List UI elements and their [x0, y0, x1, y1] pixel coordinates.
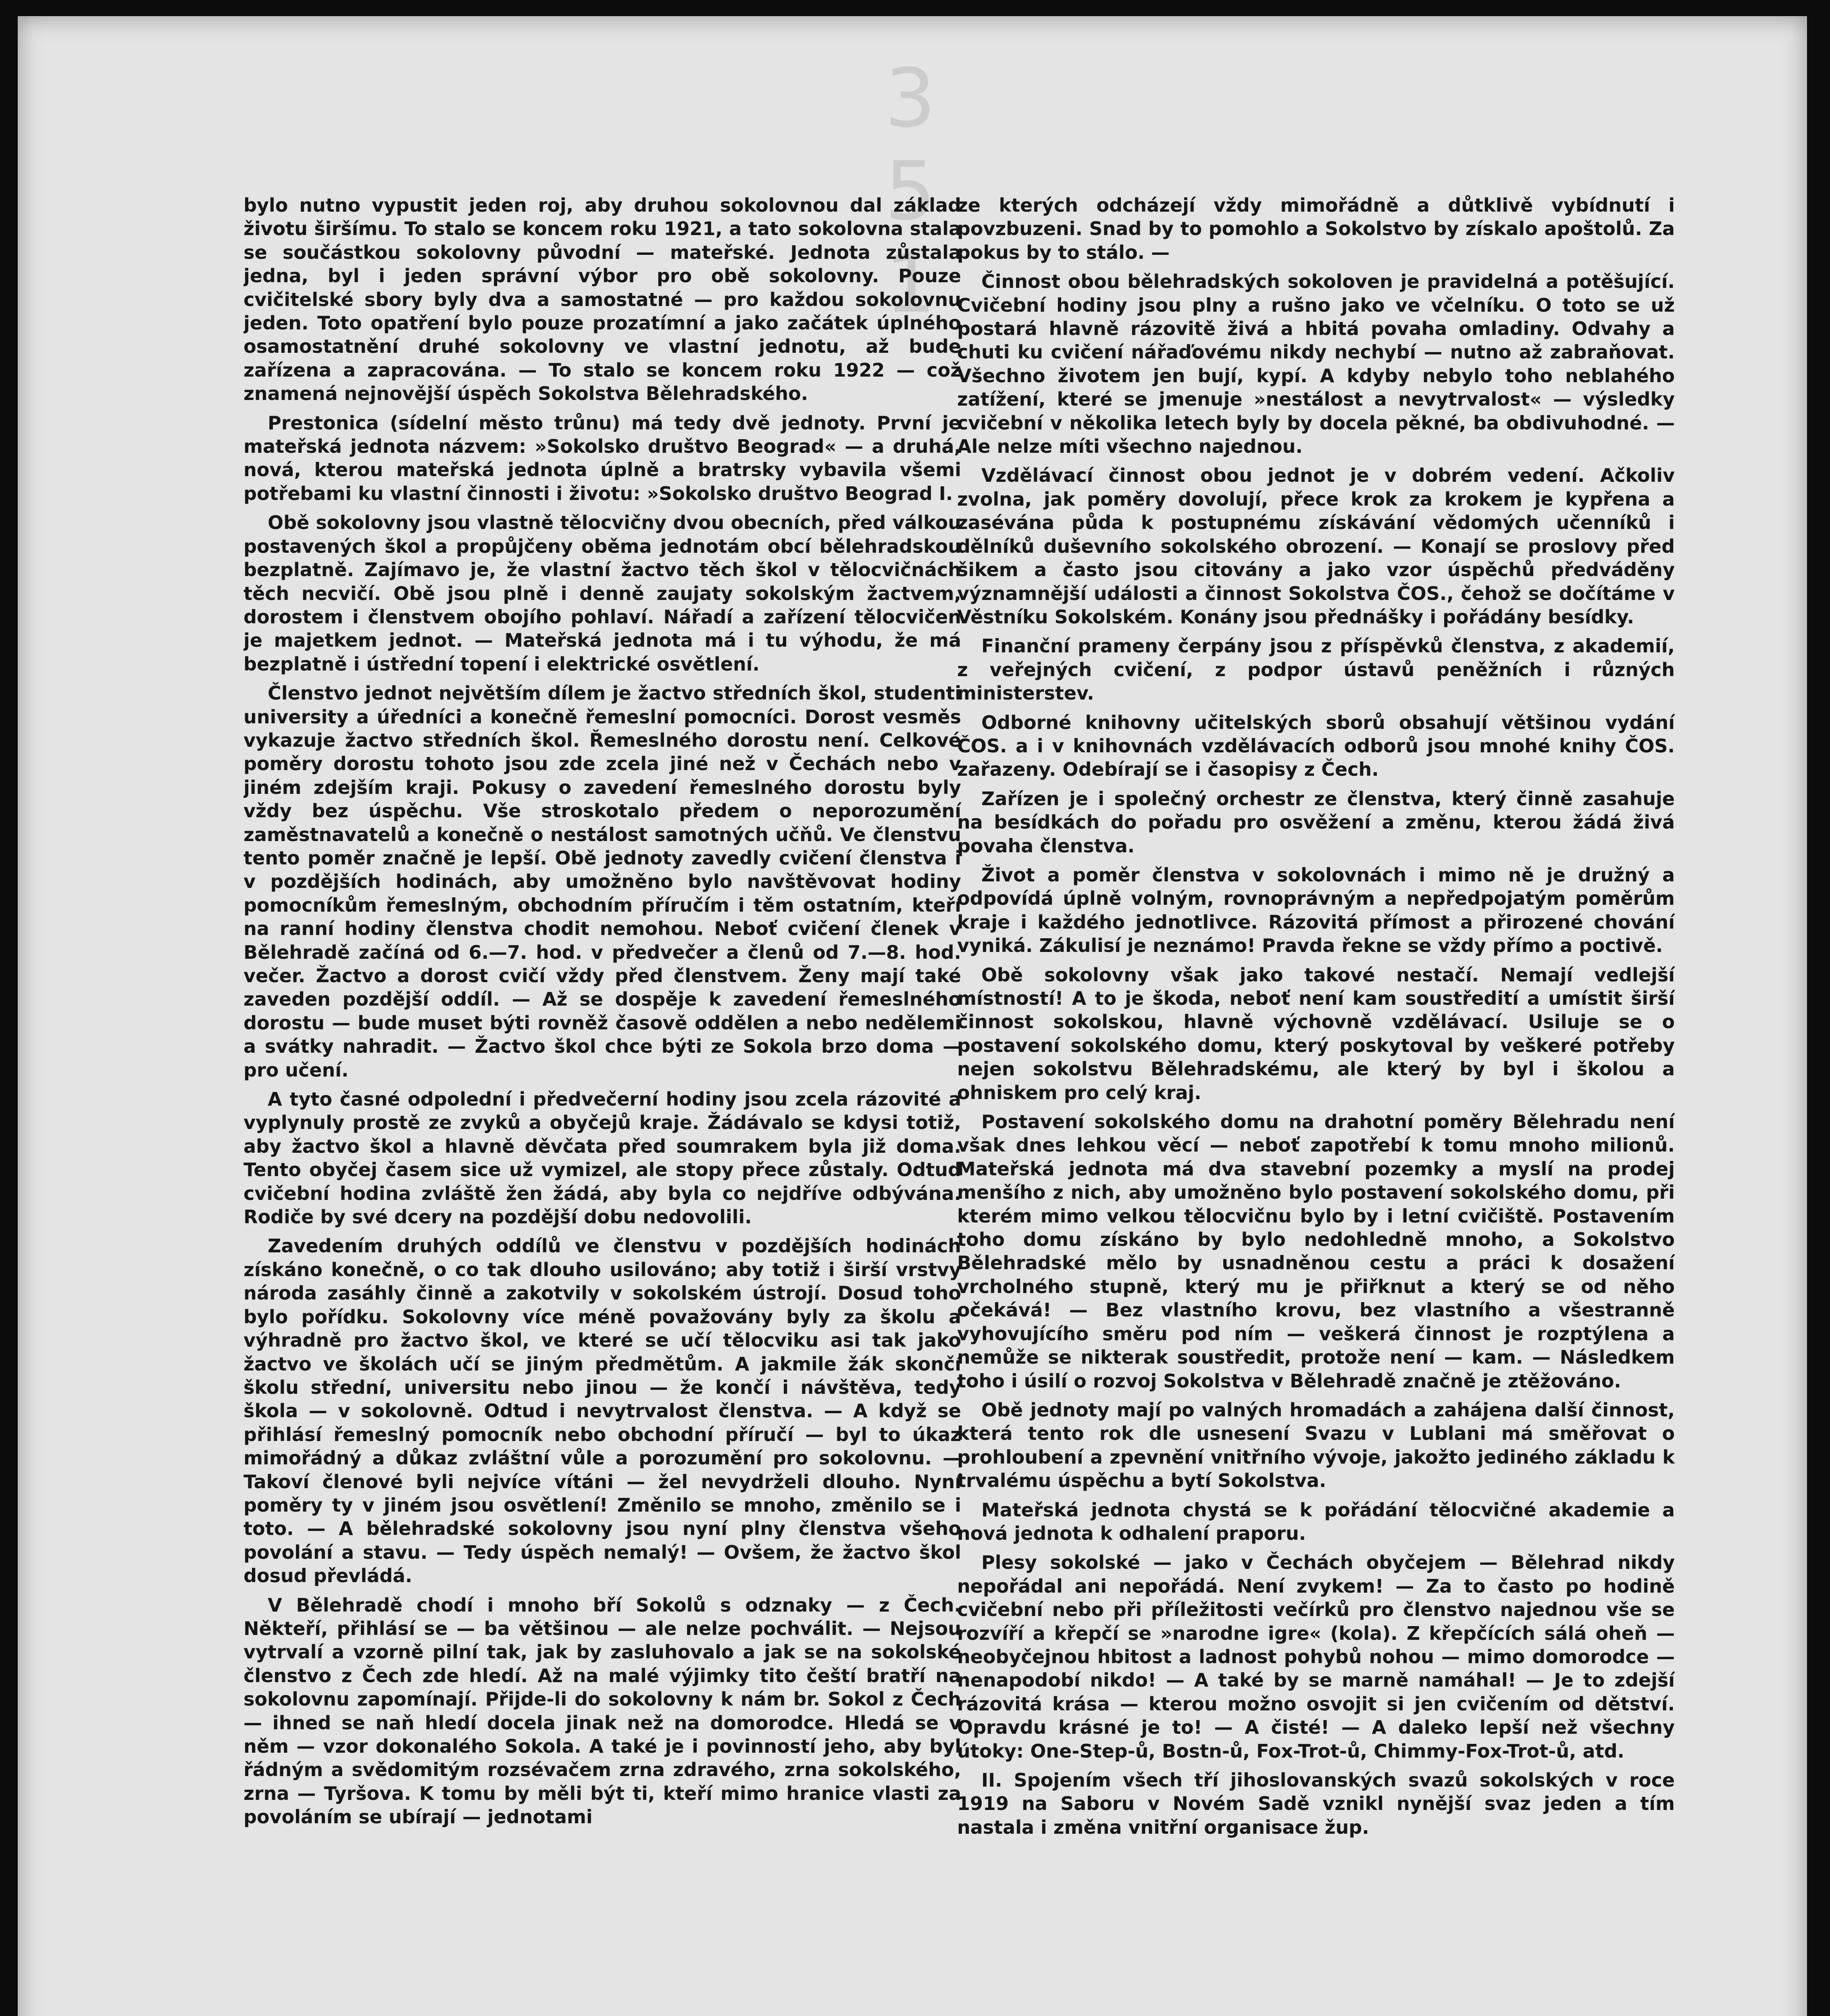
- right-column: [957, 194, 1675, 2016]
- paragraph: II. Spojením všech tří jihoslovanských svazů sokolských v roce 1919 na Saboru v Novém Sadě vznikl nynější svaz jeden a tím nastala i změna vnitřní organisace žup.: [957, 1769, 1675, 1838]
- faint-stamp-mark: 3 5 1: [885, 52, 944, 331]
- paragraph: Život a poměr členstva v sokolovnách i mimo ně je družný a odpovídá úplně volným, rovnoprávným a nepředpojatým poměrům kraje i každého jednotlivce. Rázovitá přímost a přirozené chování vyniká. Zákulisí je neznámo! Pravda řekne se vždy přímo a poctivě.: [957, 864, 1675, 957]
- paragraph: ze kterých odcházejí vždy mimořádně a důtklivě vybídnutí i povzbuzeni. Snad by to pomohlo a Sokolstvo by získalo apoštolů. Za pokus by to stálo. —: [957, 194, 1675, 263]
- paragraph: Finanční prameny čerpány jsou z příspěvků členstva, z akademií, z veřejných cvičení, z podpor ústavů peněžních i různých ministerstev.: [957, 635, 1675, 704]
- paragraph: Činnost obou bělehradských sokoloven je pravidelná a potěšující. Cvičební hodiny jsou plny a rušno jako ve včelníku. O toto se už postará hlavně rázovitě živá a hbitá povaha omladiny. Odvahy a chuti ku cvičení nářaďovému nikdy nechybí — nutno až zabraňovat. Všechno životem jen bují, kypí. A kdyby nebylo toho neblahého zatížení, které se jmenuje »nestálost a nevytrvalost« — výsledky cvičební v několika letech byly by docela pěkné, ba obdivuhodné. — Ale nelze míti všechno najednou.: [957, 271, 1675, 458]
- paragraph: A tyto časné odpolední i předvečerní hodiny jsou zcela rázovité a vyplynuly prostě ze zvyků a obyčejů kraje. Žádávalo se kdysi totiž, aby žactvo škol a hlavně děvčata před soumrakem byla již doma. Tento obyčej časem sice už vymizel, ale stopy přece zůstaly. Odtud cvičební hodina zvláště žen žádá, aby byla co nejdříve odbývána. Rodiče by své dcery na pozdější dobu nedovolili.: [244, 1088, 961, 1228]
- left-column: [244, 194, 961, 2016]
- paragraph: Prestonica (sídelní město trůnu) má tedy dvě jednoty. První je mateřská jednota názvem: »Sokolsko društvo Beograd« — a druhá, nová, kterou mateřská jednota úplně a bratrsky vybavila všemi potřebami ku vlastní činnosti i životu: »Sokolsko društvo Beograd I.: [244, 412, 961, 504]
- paragraph: Plesy sokolské — jako v Čechách obyčejem — Bělehrad nikdy nepořádal ani nepořádá. Není zvykem! — Za to často po hodině cvičební nebo při příležitosti večírků pro členstvo najednou vše se rozvíří a křepčí se »narodne igre« (kola). Z křepčících sálá oheň — neobyčejnou hbitost a ladnost pohybů nohou — mimo domorodce — nenapodobí nikdo! — A také by se marně namáhal! — Je to zdejší rázovitá krása — kterou možno osvojit si jen cvičením od dětství. Opravdu krásné je to! — A čisté! — A daleko lepší než všechny útoky: One-Step-ů, Bostn-ů, Fox-Trot-ů, Chimmy-Fox-Trot-ů, atd.: [957, 1552, 1675, 1762]
- paragraph: Obě jednoty mají po valných hromadách a zahájena další činnost, která tento rok dle usnesení Svazu v Lublani má směřovat o prohloubení a zpevnění vnitřního vývoje, jakožto jediného základu k trvalému úspěchu a bytí Sokolstva.: [957, 1399, 1675, 1492]
- scanned-page: [18, 16, 1807, 2016]
- paragraph: Zařízen je i společný orchestr ze členstva, který činně zasahuje na besídkách do pořadu pro osvěžení a změnu, kterou žádá živá povaha členstva.: [957, 787, 1675, 857]
- paragraph: Vzdělávací činnost obou jednot je v dobrém vedení. Ačkoliv zvolna, jak poměry dovolují, přece krok za krokem je kypřena a zasévána půda k postupnému získávání vědomých učenníků i dělníků duševního sokolského obrození. — Konají se proslovy před šikem a často jsou citovány a jako vzor úspěchů předváděny významnější události a činnost Sokolstva ČOS., čehož se dočítáme v Věstníku Sokolském. Konány jsou přednášky i pořádány besídky.: [957, 464, 1675, 628]
- paragraph: Obě sokolovny však jako takové nestačí. Nemají vedlejší místností! A to je škoda, neboť není kam soustředití a umístit širší činnost sokolskou, hlavně výchovně vzdělávací. Usiluje se o postavení sokolského domu, který poskytoval by veškeré potřeby nejen sokolstvu Bělehradskému, ale který by byl i školou a ohniskem pro celý kraj.: [957, 964, 1675, 1104]
- paragraph: Postavení sokolského domu na drahotní poměry Bělehradu není však dnes lehkou věcí — neboť zapotřebí k tomu mnoho milionů. Mateřská jednota má dva stavební pozemky a myslí na prodej menšího z nich, aby umožněno bylo postavení sokolského domu, při kterém mimo velkou tělocvičnu bylo by i letní cvičiště. Postavením toho domu získáno by bylo nedohledně mnoho, a Sokolstvo Bělehradské mělo by usnadněnou cestu a práci k dosažení vrcholného stupně, který mu je přiřknut a který se od něho očekává! — Bez vlastního krovu, bez vlastního a všestranně vyhovujícího směru pod ním — veškerá činnost je rozptýlena a nemůže se nikterak soustředit, protože není — kam. — Následkem toho i úsilí o rozvoj Sokolstva v Bělehradě značně je ztěžováno.: [957, 1111, 1675, 1392]
- paragraph: Zavedením druhých oddílů ve členstvu v pozdějších hodinách získáno konečně, o co tak dlouho usilováno; aby totiž i širší vrstvy národa zasáhly činně a zakotvily v sokolském ústrojí. Dosud toho bylo pořídku. Sokolovny více méně považovány byly za školu a výhradně pro žactvo škol, ve které se učí tělocviku asi tak jako žactvo ve školách učí se jiným předmětům. A jakmile žák skončí školu střední, universitu nebo jinou — že končí i návštěva, tedy škola — v sokolovně. Odtud i nevytrvalost členstva. — A když se přihlásí řemeslný pomocník nebo obchodní příručí — byl to úkaz mimořádný a důkaz zvláštní vůle a porozumění pro sokolovnu. — Takoví členové byli nejvíce vítáni — žel nevydrželi dlouho. Nyní poměry ty v jiném jsou osvětlení! Změnilo se mnoho, změnilo se i toto. — A bělehradské sokolovny jsou nyní plny členstva všeho povolání a stavu. — Tedy úspěch nemalý! — Ovšem, že žactvo škol dosud převládá.: [244, 1235, 961, 1587]
- paragraph: Členstvo jednot největším dílem je žactvo středních škol, studenti university a úředníci a konečně řemeslní pomocníci. Dorost vesměs vykazuje žactvo středních škol. Řemeslného dorostu není. Celkové poměry dorostu tohoto jsou zde zcela jiné než v Čechách nebo v jiném zdejším kraji. Pokusy o zavedení řemeslného dorostu byly vždy bez úspěchu. Vše stroskotalo předem o neporozumění zaměstnavatelů a konečně o nestálost samotných učňů. Ve členstvu tento poměr značně je lepší. Obě jednoty zavedly cvičení členstva i v pozdějších hodinách, aby umožněno bylo navštěvovat hodiny pomocníkům řemeslným, obchodním příručím i těm ostatním, kteří na ranní hodiny členstva chodit nemohou. Neboť cvičení členek v Bělehradě začíná od 6.—7. hod. v předvečer a členů od 7.—8. hod. večer. Žactvo a dorost cvičí vždy před členstvem. Ženy mají také zaveden pozdější oddíl. — Až se dospěje k zavedení řemeslného dorostu — bude muset býti rovněž časově oddělen a nebo nedělemi a svátky nahradit. — Žactvo škol chce býti ze Sokola brzo doma — pro učení.: [244, 682, 961, 1081]
- paragraph: Odborné knihovny učitelských sborů obsahují většinou vydání ČOS. a i v knihovnách vzdělávacích odborů jsou mnohé knihy ČOS. zařazeny. Odebírají se i časopisy z Čech.: [957, 711, 1675, 781]
- paragraph: V Bělehradě chodí i mnoho bří Sokolů s odznaky — z Čech. Někteří, přihlásí se — ba většinou — ale nelze pochválit. — Nejsou vytrvalí a vzorně pilní tak, jak by zasluhovalo a jak se na sokolské členstvo z Čech zde hledí. Až na malé výjimky tito čeští bratří na sokolovnu zapomínají. Přijde-li do sokolovny k nám br. Sokol z Čech — ihned se naň hledí docela jinak než na domorodce. Hledá se v něm — vzor dokonalého Sokola. A také je i povinností jeho, aby byl řádným a svědomitým rozsévačem zrna zdravého, zrna sokolského, zrna — Tyršova. K tomu by měli být ti, kteří mimo hranice vlasti za povoláním se ubírají — jednotami: [244, 1594, 961, 1828]
- paragraph: bylo nutno vypustit jeden roj, aby druhou sokolovnou dal základ životu širšímu. To stalo se koncem roku 1921, a tato sokolovna stala se součástkou sokolovny původní — mateřské. Jednota zůstala jedna, byl i jeden správní výbor pro obě sokolovny. Pouze cvičitelské sbory byly dva a samostatné — pro každou sokolovnu jeden. Toto opatření bylo pouze prozatímní a jako začátek úplného osamostatnění druhé sokolovny ve vlastní jednotu, až bude zařízena a zapracována. — To stalo se koncem roku 1922 — což znamená nejnovější úspěch Sokolstva Bělehradského.: [244, 194, 961, 405]
- paragraph: Obě sokolovny jsou vlastně tělocvičny dvou obecních, před válkou postavených škol a propůjčeny oběma jednotám obcí bělehradskou bezplatně. Zajímavo je, že vlastní žactvo těch škol v tělocvičnách těch necvičí. Obě jsou plně i denně zaujaty sokolským žactvem, dorostem i členstvem obojího pohlaví. Nářadí a zařízení tělocvičen je majetkem jednot. — Mateřská jednota má i tu výhodu, že má bezplatně i ústřední topení i elektrické osvětlení.: [244, 512, 961, 675]
- paragraph: Mateřská jednota chystá se k pořádání tělocvičné akademie a nová jednota k odhalení praporu.: [957, 1499, 1675, 1544]
